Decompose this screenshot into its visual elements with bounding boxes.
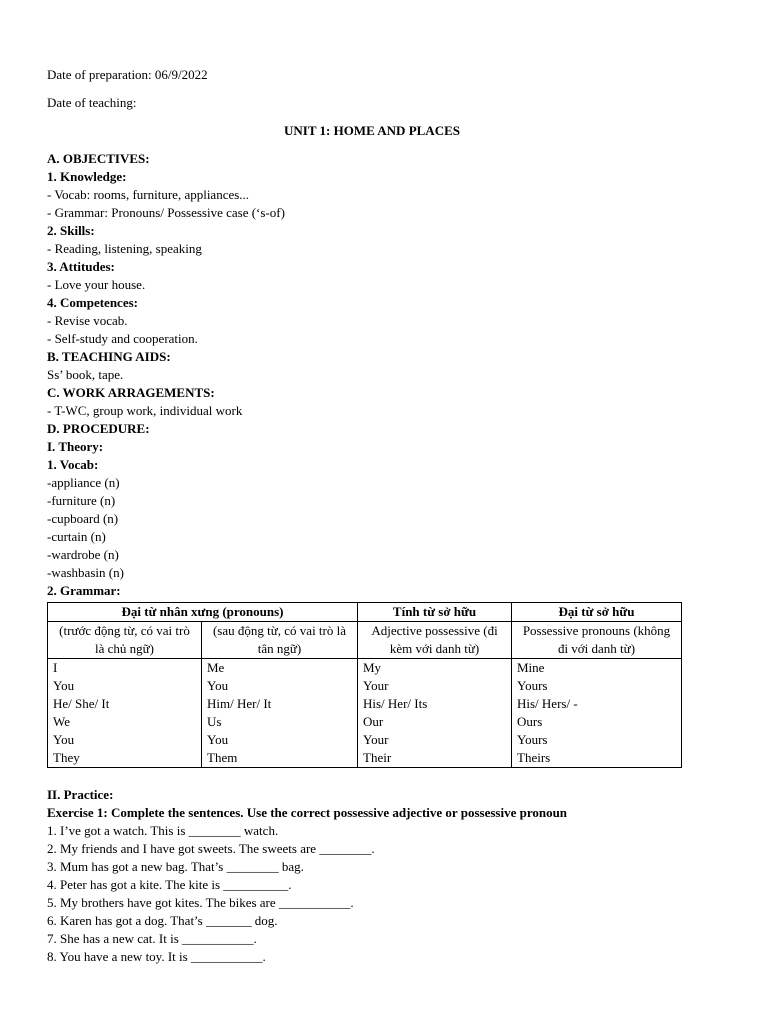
objectives-heading: A. OBJECTIVES: [47,151,150,166]
subject-pronoun: He/ She/ It [53,696,110,711]
knowledge-item: - Grammar: Pronouns/ Possessive case (‘s-of) [47,205,285,220]
object-pronoun: Me [207,660,225,675]
possessive-adjective: My [363,660,382,675]
practice-heading: II. Practice: [47,787,114,802]
exercise-sentence: 6. Karen has got a dog. That’s _______ dog. [47,913,278,928]
competences-item: - Revise vocab. [47,313,128,328]
object-pronoun: Him/ Her/ It [207,696,272,711]
possessive-adjective: His/ Her/ Its [363,696,428,711]
subject-pronouns-cell [48,659,202,768]
skills-item: - Reading, listening, speaking [47,241,202,256]
possessive-adjective: Our [363,714,384,729]
possessive-pronoun: His/ Hers/ - [517,696,578,711]
vocab-item: -appliance (n) [47,475,120,490]
exercise-sentence: 3. Mum has got a new bag. That’s ________ bag. [47,859,304,874]
possessive-pronoun: Yours [517,678,548,693]
attitudes-heading: 3. Attitudes: [47,259,115,274]
subject-pronoun: They [53,750,80,765]
competences-item: - Self-study and cooperation. [47,331,198,346]
header-pronouns: Đại từ nhân xưng (pronouns) [48,603,358,622]
subject-pronoun: You [53,678,75,693]
table-header-row [48,603,682,622]
sub-adjective: Adjective possessive (đi kèm với danh từ) [358,622,512,659]
exercise-sentence: 7. She has a new cat. It is ___________. [47,931,257,946]
possessive-adjective: Your [363,678,389,693]
procedure-heading: D. PROCEDURE: [47,421,150,436]
sub-subject: (trước động từ, có vai trò là chủ ngữ) [48,622,202,659]
theory-heading: I. Theory: [47,439,104,454]
teaching-aids-text: Ss’ book, tape. [47,367,124,382]
table-subheader-row [48,622,682,659]
object-pronoun: You [207,732,229,747]
object-pronoun: Them [207,750,238,765]
object-pronouns-cell [202,659,358,768]
vocab-heading: 1. Vocab: [47,457,99,472]
document-page [47,66,697,600]
competences-heading: 4. Competences: [47,295,138,310]
knowledge-item: - Vocab: rooms, furniture, appliances... [47,187,250,202]
exercise-sentence: 8. You have a new toy. It is ___________. [47,949,266,964]
vocab-item: -curtain (n) [47,529,106,544]
possessive-pronoun: Theirs [517,750,551,765]
object-pronoun: You [207,678,229,693]
vocab-item: -furniture (n) [47,493,116,508]
possessive-pronouns-cell [512,659,682,768]
possessive-adjective: Your [363,732,389,747]
possessive-pronoun: Yours [517,732,548,747]
sub-pronoun: Possessive pronouns (không đi với danh từ) [512,622,682,659]
possessive-adjective: Their [363,750,392,765]
grammar-table [47,602,682,768]
vocab-item: -wardrobe (n) [47,547,119,562]
skills-heading: 2. Skills: [47,223,95,238]
exercise-sentence: 2. My friends and I have got sweets. The sweets are ________. [47,841,375,856]
header-possessive-adjective: Tính từ sở hữu [358,603,512,622]
vocab-item: -washbasin (n) [47,565,124,580]
possessive-adjectives-cell [358,659,512,768]
vocab-item: -cupboard (n) [47,511,119,526]
exercise-sentence: 5. My brothers have got kites. The bikes are ___________. [47,895,354,910]
work-arrangements-text: - T-WC, group work, individual work [47,403,243,418]
subject-pronoun: I [53,660,58,675]
date-of-preparation: Date of preparation: 06/9/2022 [47,67,208,82]
date-of-teaching: Date of teaching: [47,95,137,110]
sub-object: (sau động từ, có vai trò là tân ngữ) [202,622,358,659]
exercise-sentence: 1. I’ve got a watch. This is ________ watch. [47,823,279,838]
knowledge-heading: 1. Knowledge: [47,169,127,184]
subject-pronoun: You [53,732,75,747]
grammar-heading: 2. Grammar: [47,583,121,598]
table-row [48,659,682,768]
possessive-pronoun: Ours [517,714,543,729]
possessive-pronoun: Mine [517,660,545,675]
practice-section [47,786,697,966]
attitudes-item: - Love your house. [47,277,146,292]
teaching-aids-heading: B. TEACHING AIDS: [47,349,171,364]
subject-pronoun: We [53,714,70,729]
exercise-title: Exercise 1: Complete the sentences. Use the correct possessive adjective or possessive pronoun [47,805,568,820]
work-arrangements-heading: C. WORK ARRAGEMENTS: [47,385,215,400]
exercise-sentence: 4. Peter has got a kite. The kite is __________. [47,877,292,892]
header-possessive-pronoun: Đại từ sở hữu [512,603,682,622]
object-pronoun: Us [207,714,222,729]
unit-title: UNIT 1: HOME AND PLACES [283,123,460,138]
